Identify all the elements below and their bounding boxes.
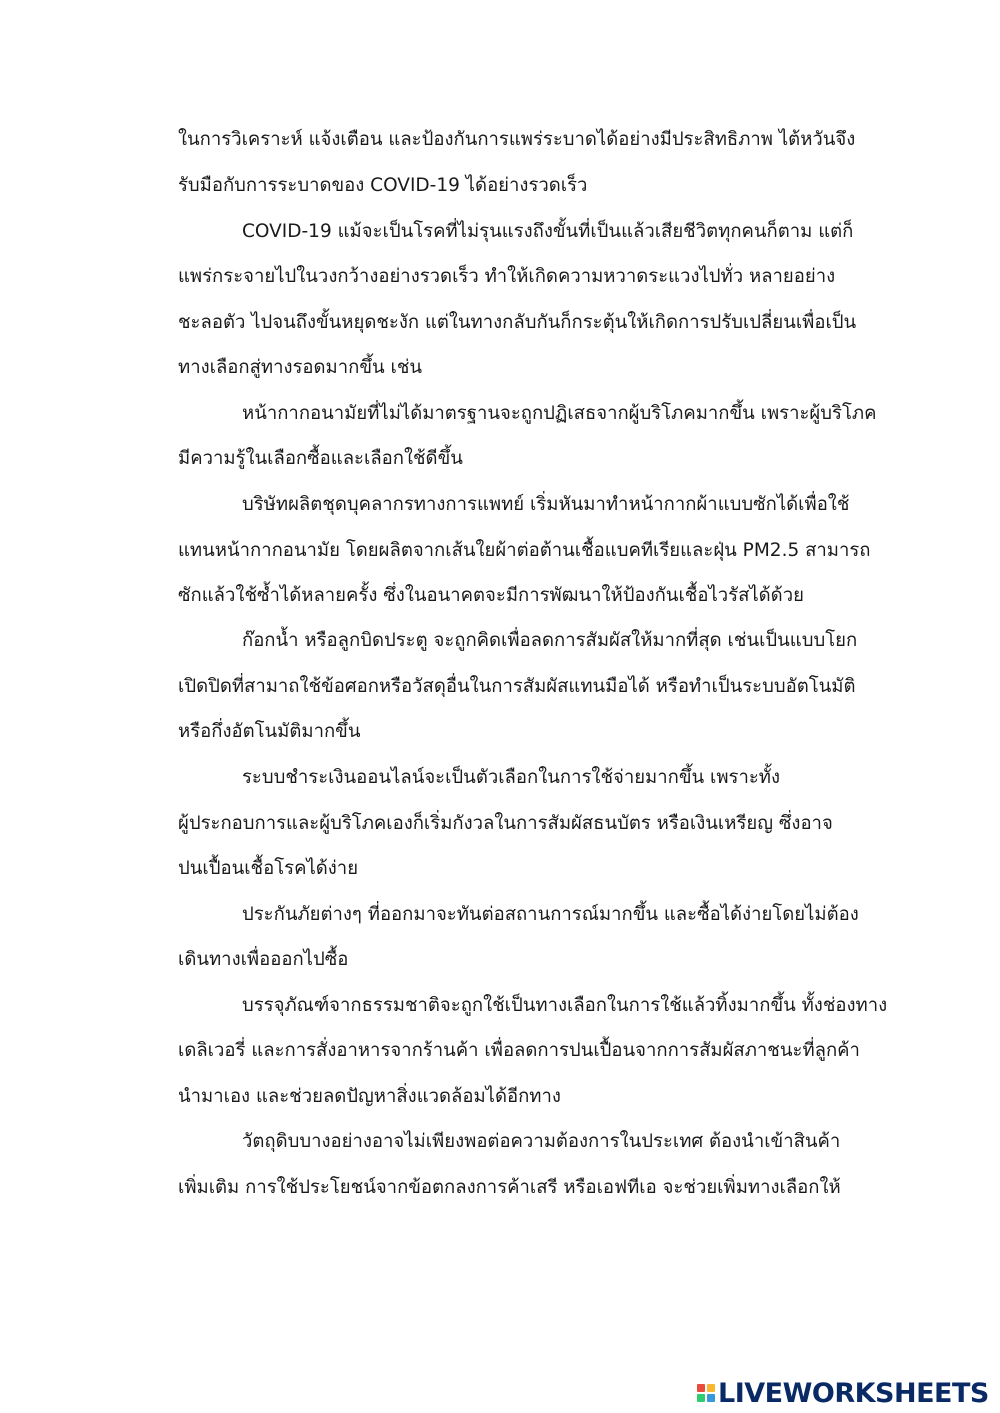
text-line: วัตถุดิบบางอย่างอาจไม่เพียงพอต่อความต้องการในประเทศ ต้องนำเข้าสินค้า: [242, 1131, 841, 1152]
text-line: ชะลอตัว ไปจนถึงขั้นหยุดชะงัก แต่ในทางกลับกันก็กระตุ้นให้เกิดการปรับเปลี่ยนเพื่อเป็น: [178, 312, 857, 333]
text-line: COVID-19 แม้จะเป็นโรคที่ไม่รุนแรงถึงขั้นที่เป็นแล้วเสียชีวิตทุกคนก็ตาม แต่ก็: [242, 221, 854, 242]
text-line: มีความรู้ในเลือกซื้อและเลือกใช้ดีขึ้น: [178, 448, 463, 469]
text-line: บรรจุภัณฑ์จากธรรมชาติจะถูกใช้เป็นทางเลือกในการใช้แล้วทิ้งมากขึ้น ทั้งช่องทาง: [242, 995, 888, 1016]
text-line: นำมาเอง และช่วยลดปัญหาสิ่งแวดล้อมได้อีกทาง: [178, 1086, 561, 1107]
logo-text: LIVEWORKSHEETS: [718, 1377, 989, 1409]
text-line: ระบบชำระเงินออนไลน์จะเป็นตัวเลือกในการใช้จ่ายมากขึ้น เพราะทั้ง: [242, 767, 781, 788]
text-line: หน้ากากอนามัยที่ไม่ได้มาตรฐานจะถูกปฏิเสธจากผู้บริโภคมากขึ้น เพราะผู้บริโภค: [242, 403, 877, 424]
text-line: ผู้ประกอบการและผู้บริโภคเองก็เริ่มกังวลในการสัมผัสธนบัตร หรือเงินเหรียญ ซึ่งอาจ: [178, 813, 833, 834]
liveworksheets-logo-icon: [697, 1384, 715, 1402]
text-line: แทนหน้ากากอนามัย โดยผลิตจากเส้นใยผ้าต่อต้านเชื้อแบคทีเรียและฝุ่น PM2.5 สามารถ: [178, 540, 871, 561]
text-line: เดินทางเพื่อออกไปซื้อ: [178, 949, 349, 970]
logo-mark-square: [697, 1394, 705, 1402]
text-line: ในการวิเคราะห์ แจ้งเตือน และป้องกันการแพร่ระบาดได้อย่างมีประสิทธิภาพ ไต้หวันจึง: [178, 129, 856, 150]
text-line: เดลิเวอรี่ และการสั่งอาหารจากร้านค้า เพื่อลดการปนเปื้อนจากการสัมผัสภาชนะที่ลูกค้า: [178, 1040, 860, 1061]
text-line: เปิดปิดที่สามาถใช้ข้อศอกหรือวัสดุอื่นในการสัมผัสแทนมือได้ หรือทำเป็นระบบอัตโนมัติ: [178, 676, 856, 697]
liveworksheets-logo[interactable]: [697, 1376, 989, 1410]
text-line: ซักแล้วใช้ซ้ำได้หลายครั้ง ซึ่งในอนาคตจะมีการพัฒนาให้ป้องกันเชื้อไวรัสได้ด้วย: [178, 585, 804, 606]
text-line: บริษัทผลิตชุดบุคลากรทางการแพทย์ เริ่มหันมาทำหน้ากากผ้าแบบซักได้เพื่อใช้: [242, 494, 850, 515]
text-line: ทางเลือกสู่ทางรอดมากขึ้น เช่น: [178, 357, 423, 378]
logo-mark-square: [707, 1394, 715, 1402]
text-line: ปนเปื้อนเชื้อโรคได้ง่าย: [178, 858, 359, 879]
logo-mark-square: [697, 1384, 705, 1392]
text-line: แพร่กระจายไปในวงกว้างอย่างรวดเร็ว ทำให้เกิดความหวาดระแวงไปทั่ว หลายอย่าง: [178, 266, 836, 287]
text-line: หรือกึ่งอัตโนมัติมากขึ้น: [178, 721, 361, 742]
text-line: รับมือกับการระบาดของ COVID-19 ได้อย่างรวดเร็ว: [178, 175, 588, 196]
text-line: ก๊อกน้ำ หรือลูกบิดประตู จะถูกคิดเพื่อลดการสัมผัสให้มากที่สุด เช่นเป็นแบบโยก: [242, 630, 858, 651]
logo-mark-square: [707, 1384, 715, 1392]
text-line: ประกันภัยต่างๆ ที่ออกมาจะทันต่อสถานการณ์มากขึ้น และซื้อได้ง่ายโดยไม่ต้อง: [242, 904, 859, 925]
text-line: เพิ่มเติม การใช้ประโยชน์จากข้อตกลงการค้าเสรี หรือเอฟทีเอ จะช่วยเพิ่มทางเลือกให้: [178, 1177, 841, 1198]
